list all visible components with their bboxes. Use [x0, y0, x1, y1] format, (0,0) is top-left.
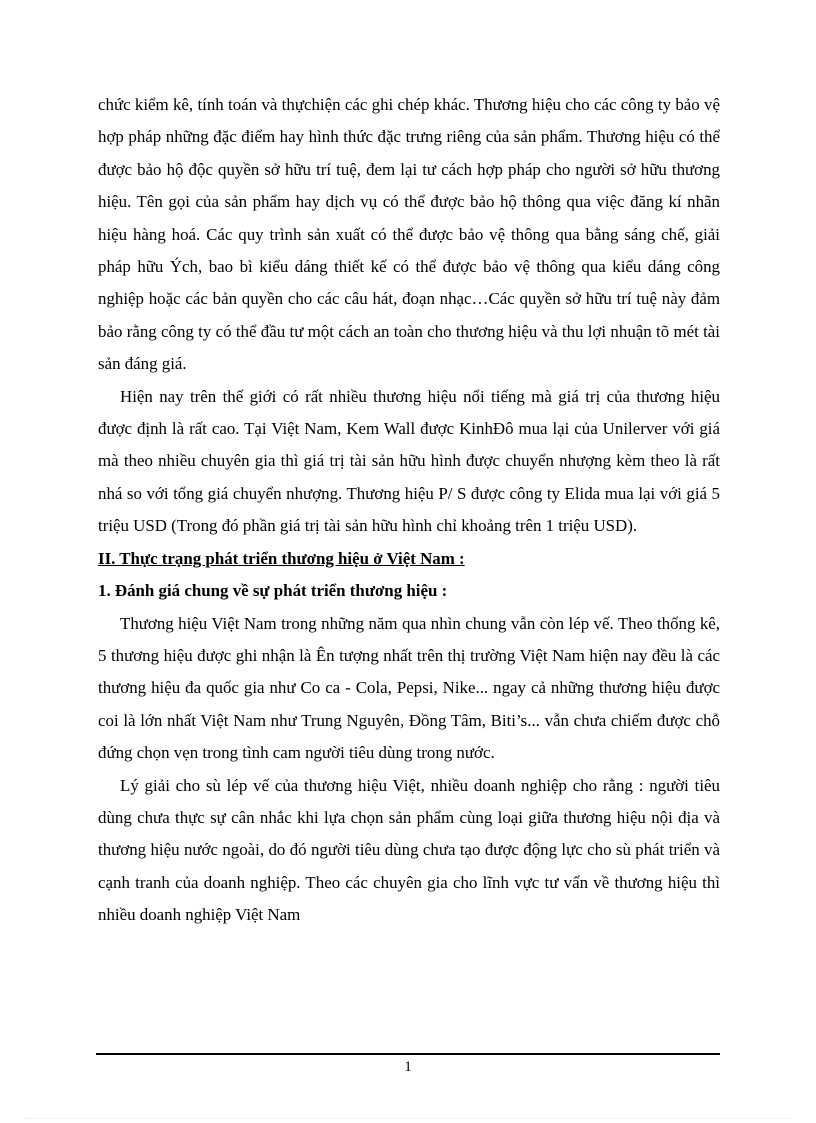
section-heading-vietnam-brands: II. Thực trạng phát triển thương hiệu ở Việt Nam : — [98, 548, 465, 568]
page-edge-divider — [24, 1118, 792, 1119]
subsection-heading-general-assessment: 1. Đánh giá chung về sự phát triển thương hiệu : — [98, 581, 448, 601]
paragraph-intellectual-property: chức kiểm kê, tính toán và thựchiện các ghi chép khác. Thương hiệu cho các công ty bảo vệ hợp pháp những đặc điểm hay hình thức đặc trưng riêng của sản phẩm. Thương hiệu có thể được bảo hộ độc quyền sở hữu trí tuệ, đem lại tư cách hợp pháp cho người sở hữu thương hiệu. Tên gọi của sản phẩm hay dịch vụ có thể được bảo hộ thông qua việc đăng kí nhãn hiệu hàng hoá. Các quy trình sản xuất có thể được bảo vệ thông qua bằng sáng chế, giải pháp hữu Ých, bao bì kiểu dáng thiết kế có thể được bảo vệ thông qua kiểu dáng công nghiệp hoặc các bản quyền cho các câu hát, đoạn nhạc…Các quyền sở hữu trí tuệ này đảm bảo rằng công ty có thể đầu tư một cách an toàn cho thương hiệu và thu lợi nhuận tõ mét tài sản đáng giá. — [98, 95, 720, 374]
paragraph-explanation: Lý giải cho sù lép vế của thương hiệu Việt, nhiều doanh nghiệp cho rằng : người tiêu dùng chưa thực sự cân nhắc khi lựa chọn sản phẩm cùng loại giữa thương hiệu nội địa và thương hiệu nước ngoài, do đó người tiêu dùng chưa tạo được động lực cho sù phát triển và cạnh tranh của doanh nghiệp. Theo các chuyên gia cho lĩnh vực tư vấn về thương hiệu thì nhiều doanh nghiệp Việt Nam — [98, 775, 720, 925]
paragraph-brand-value-examples: Hiện nay trên thế giới có rất nhiều thương hiệu nổi tiếng mà giá trị của thương hiệu được định là rất cao. Tại Việt Nam, Kem Wall được KinhĐô mua lại của Unilerver với giá mà theo nhiều chuyên gia thì giá trị tài sản hữu hình được chuyển nhượng kèm theo là rất nhá so với tổng giá chuyển nhượng. Thương hiệu P/ S được công ty Elida mua lại với giá 5 triệu USD (Trong đó phần giá trị tài sản hữu hình chỉ khoảng trên 1 triệu USD). — [98, 386, 720, 536]
footer-divider — [96, 1053, 720, 1055]
document-page — [98, 89, 720, 932]
page-number: 1 — [404, 1059, 412, 1075]
paragraph-vietnam-brand-status: Thương hiệu Việt Nam trong những năm qua nhìn chung vẫn còn lép vế. Theo thống kê, 5 thương hiệu được ghi nhận là Ên tượng nhất trên thị trường Việt Nam hiện nay đều là các thương hiệu đa quốc gia như Co ca - Cola, Pepsi, Nike... ngay cả những thương hiệu được coi là lớn nhất Việt Nam như Trung Nguyên, Đồng Tâm, Biti’s... vẫn chưa chiếm được chỗ đứng chọn vẹn trong tình cam người tiêu dùng trong nước. — [98, 613, 720, 763]
